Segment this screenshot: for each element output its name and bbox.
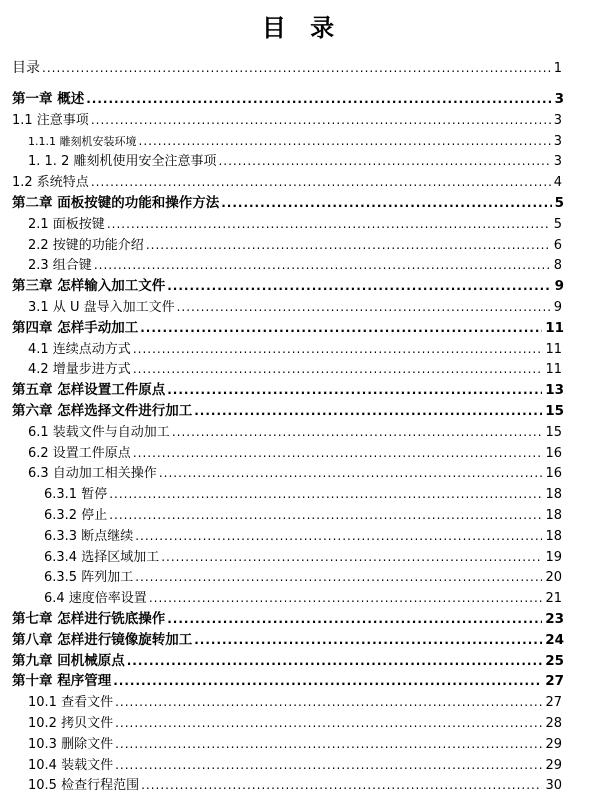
dot-leader: [42, 58, 551, 78]
dot-leader: [141, 775, 542, 795]
toc-entry-title: 第六章 怎样选择文件进行加工: [12, 403, 193, 419]
dot-leader: [113, 671, 542, 691]
dot-leader: [167, 276, 551, 296]
toc-page-number: 5: [553, 217, 562, 232]
dot-leader: [109, 484, 542, 504]
toc-page-number: 5: [554, 195, 564, 211]
toc-entry[interactable]: [0, 775, 604, 795]
toc-entry[interactable]: [0, 651, 604, 671]
dot-leader: [115, 755, 542, 775]
dot-leader: [91, 172, 551, 192]
toc-entry-title: 第七章 怎样进行铣底操作: [12, 611, 166, 627]
toc-entry-title: 6.3.2 停止: [44, 508, 108, 523]
toc-entry[interactable]: [0, 609, 604, 629]
toc-entry[interactable]: [0, 214, 604, 234]
toc-entry[interactable]: [0, 484, 604, 504]
toc-page-number: 11: [545, 362, 562, 377]
dot-leader: [221, 193, 551, 213]
dot-leader: [94, 255, 551, 275]
toc-entry[interactable]: [0, 443, 604, 463]
toc-entry[interactable]: [0, 422, 604, 442]
toc-entry[interactable]: [0, 588, 604, 608]
toc-page-number: 11: [545, 342, 562, 357]
toc-page-number: 16: [545, 466, 562, 481]
toc-entry[interactable]: [0, 58, 604, 78]
toc-page-number: 19: [545, 550, 562, 565]
toc-entry[interactable]: [0, 172, 604, 192]
toc-entry-title: 4.1 连续点动方式: [28, 342, 131, 357]
toc-entry[interactable]: [0, 359, 604, 379]
dot-leader: [133, 359, 543, 379]
toc-entry[interactable]: [0, 734, 604, 754]
toc-page-number: 3: [553, 113, 562, 128]
toc-entry-title: 6.3.4 选择区域加工: [44, 550, 160, 565]
toc-entry-title: 2.2 按键的功能介绍: [28, 238, 144, 253]
toc-entry[interactable]: [0, 339, 604, 359]
toc-entry[interactable]: [0, 110, 604, 130]
dot-leader: [127, 651, 543, 671]
page-title: 目 录: [261, 13, 343, 42]
toc-page-number: 30: [545, 778, 562, 793]
toc-page-number: 3: [553, 134, 562, 149]
toc-page-number: 8: [553, 258, 562, 273]
toc-page-number: 11: [545, 320, 564, 336]
toc-page-number: 27: [545, 695, 562, 710]
toc-page-number: 21: [545, 591, 562, 606]
dot-leader: [133, 339, 543, 359]
toc-entry-title: 6.3.1 暂停: [44, 487, 108, 502]
toc-entry[interactable]: [0, 713, 604, 733]
toc-entry[interactable]: [0, 131, 604, 151]
toc-entry[interactable]: [0, 526, 604, 546]
toc-entry[interactable]: [0, 692, 604, 712]
dot-leader: [140, 318, 542, 338]
toc-page-number: 24: [545, 632, 564, 648]
toc-page-number: 15: [545, 403, 564, 419]
dot-leader: [159, 463, 543, 483]
dot-leader: [133, 443, 543, 463]
toc-entry-title: 6.1 装载文件与自动加工: [28, 425, 170, 440]
toc-entry[interactable]: [0, 505, 604, 525]
dot-leader: [139, 131, 551, 151]
toc-entry[interactable]: [0, 151, 604, 171]
dot-leader: [109, 505, 542, 525]
toc-entry[interactable]: [0, 567, 604, 587]
toc-entry[interactable]: [0, 89, 604, 109]
toc-entry-title: 第二章 面板按键的功能和操作方法: [12, 195, 220, 211]
dot-leader: [149, 588, 543, 608]
dot-leader: [194, 630, 542, 650]
toc-page-number: 27: [545, 673, 564, 689]
toc-page-number: 13: [545, 382, 564, 398]
toc-entry-title: 第九章 回机械原点: [12, 653, 125, 669]
toc-page-number: 3: [554, 91, 564, 107]
dot-leader: [161, 547, 542, 567]
dot-leader: [177, 297, 551, 317]
toc-entry-title: 第一章 概述: [12, 91, 85, 107]
toc-page-number: 9: [554, 278, 564, 294]
toc-entry[interactable]: [0, 235, 604, 255]
toc-entry-title: 6.3 自动加工相关操作: [28, 466, 157, 481]
toc-entry-title: 2.3 组合键: [28, 258, 92, 273]
dot-leader: [218, 151, 550, 171]
toc-entry[interactable]: [0, 630, 604, 650]
dot-leader: [135, 526, 542, 546]
toc-entry-title: 6.4 速度倍率设置: [44, 591, 147, 606]
toc-page-number: 18: [545, 529, 562, 544]
dot-leader: [194, 401, 542, 421]
toc-page-number: 29: [545, 758, 562, 773]
toc-entry[interactable]: [0, 380, 604, 400]
toc-page-number: 1: [553, 61, 562, 76]
toc-entry-title: 第八章 怎样进行镜像旋转加工: [12, 632, 193, 648]
toc-entry[interactable]: [0, 401, 604, 421]
dot-leader: [135, 567, 542, 587]
toc-entry[interactable]: [0, 547, 604, 567]
dot-leader: [172, 422, 543, 442]
dot-leader: [86, 89, 551, 109]
toc-page-number: 4: [553, 175, 562, 190]
toc-entry[interactable]: [0, 297, 604, 317]
toc-entry-title: 2.1 面板按键: [28, 217, 105, 232]
toc-entry[interactable]: [0, 463, 604, 483]
toc-entry-title: 3.1 从 U 盘导入加工文件: [28, 300, 175, 315]
toc-entry-title: 1.1 注意事项: [12, 113, 89, 128]
toc-page-number: 23: [545, 611, 564, 627]
toc-page-number: 29: [545, 737, 562, 752]
toc-entry-title: 10.1 查看文件: [28, 695, 114, 710]
toc-page-number: 16: [545, 446, 562, 461]
toc-entry-title: 第五章 怎样设置工件原点: [12, 382, 166, 398]
toc-page-number: 28: [545, 716, 562, 731]
toc-page-number: 18: [545, 487, 562, 502]
toc-entry[interactable]: [0, 318, 604, 338]
toc-page-number: 25: [545, 653, 564, 669]
dot-leader: [167, 380, 542, 400]
toc-entry[interactable]: [0, 671, 604, 691]
toc-entry[interactable]: [0, 193, 604, 213]
toc-entry-title: 第十章 程序管理: [12, 673, 112, 689]
dot-leader: [91, 110, 551, 130]
toc-entry-title: 第四章 怎样手动加工: [12, 320, 139, 336]
toc-page-number: 15: [545, 425, 562, 440]
toc-page-number: 3: [553, 154, 562, 169]
toc-page-number: 20: [545, 570, 562, 585]
toc-entry[interactable]: [0, 276, 604, 296]
toc-entry-title: 1. 1. 2 雕刻机使用安全注意事项: [28, 154, 217, 169]
dot-leader: [115, 713, 542, 733]
dot-leader: [146, 235, 551, 255]
toc-page-number: 9: [553, 300, 562, 315]
toc-entry-title: 1.2 系统特点: [12, 175, 89, 190]
toc-entry-title: 10.2 拷贝文件: [28, 716, 114, 731]
toc-entry-title: 6.2 设置工件原点: [28, 446, 131, 461]
dot-leader: [115, 734, 542, 754]
toc-entry-title: 10.3 删除文件: [28, 737, 114, 752]
toc-entry-title: 10.5 检查行程范围: [28, 778, 140, 793]
toc-entry-title: 目录: [12, 60, 40, 76]
toc-entry-title: 4.2 增量步进方式: [28, 362, 131, 377]
dot-leader: [115, 692, 542, 712]
toc-entry[interactable]: [0, 255, 604, 275]
toc-page-number: 6: [553, 238, 562, 253]
toc-entry-title: 10.4 装载文件: [28, 758, 114, 773]
toc-page-number: 18: [545, 508, 562, 523]
toc-entry[interactable]: [0, 755, 604, 775]
dot-leader: [167, 609, 542, 629]
toc-entry-title: 6.3.3 断点继续: [44, 529, 134, 544]
toc-entry-title: 6.3.5 阵列加工: [44, 570, 134, 585]
dot-leader: [107, 214, 551, 234]
toc-entry-title: 第三章 怎样输入加工文件: [12, 278, 166, 294]
toc-entry-title: 1.1.1 雕刻机安装环境: [28, 135, 137, 148]
